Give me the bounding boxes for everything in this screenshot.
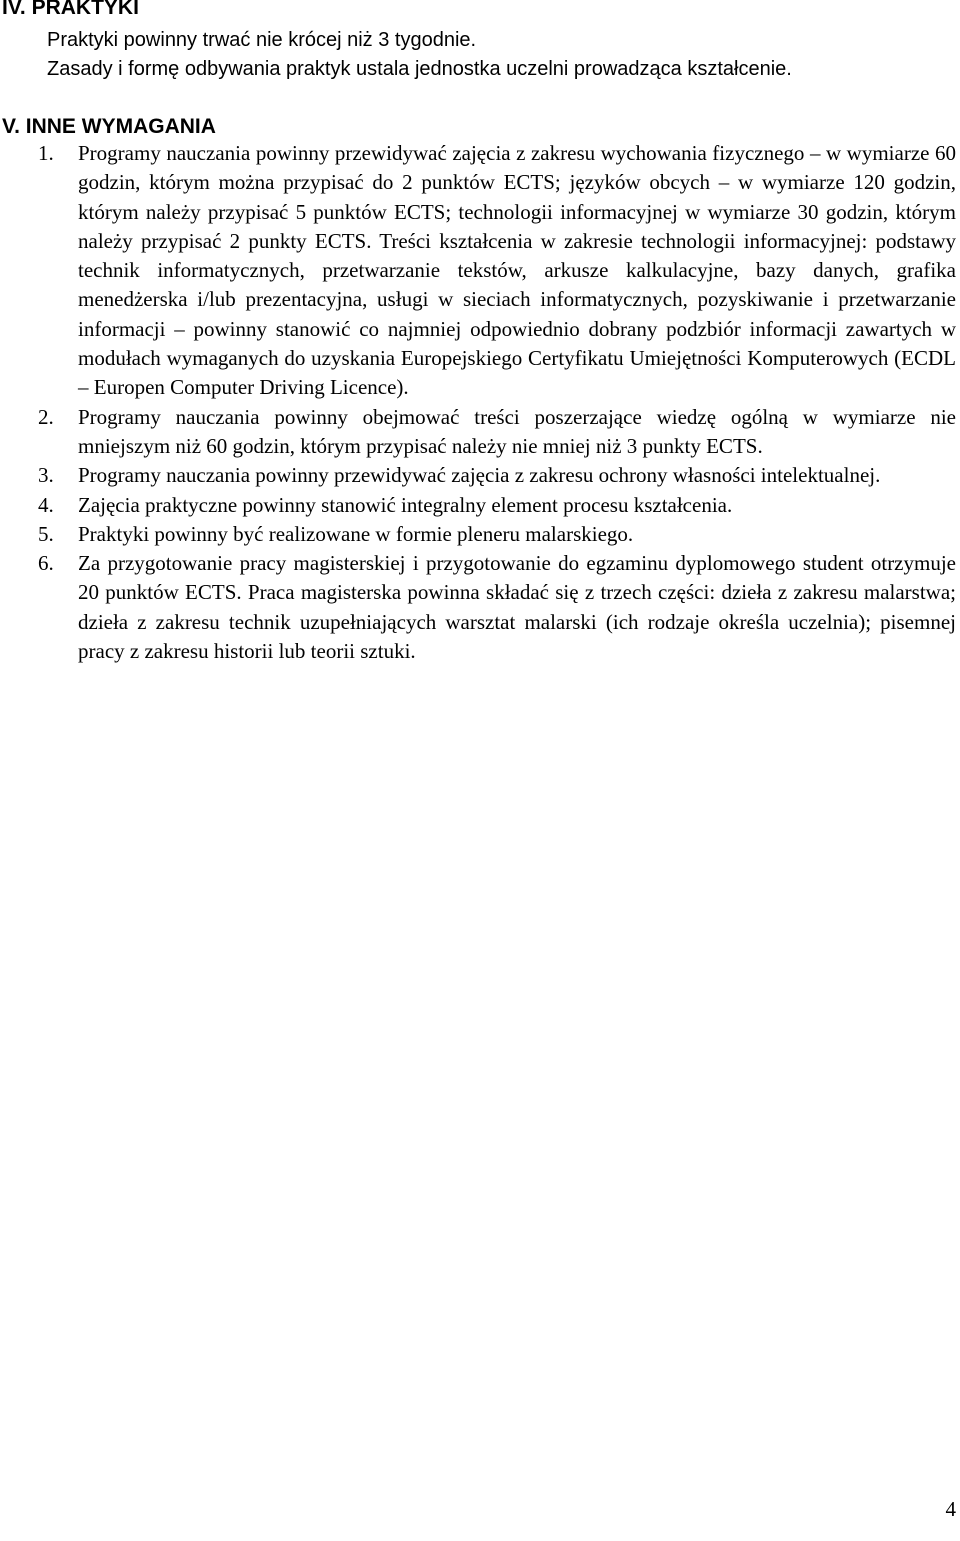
requirement-text: Programy nauczania powinny obejmować treści poszerzające wiedzę ogólną w wymiarze nie mniejszym niż 60 godzin, którym przypisać należy nie mniej niż 3 punkty ECTS. [78,404,956,458]
requirement-item-3 [0,461,960,490]
requirement-number: 3. [38,463,54,488]
requirement-number: 6. [38,551,54,576]
requirement-number: 5. [38,521,54,546]
requirement-item-2 [0,403,960,462]
praktyki-duration-text: Praktyki powinny trwać nie krócej niż 3 tygodnie. [47,29,477,51]
page-number: 4 [945,1497,956,1521]
requirement-item-5 [0,520,960,549]
requirement-text: Programy nauczania powinny przewidywać zajęcia z zakresu wychowania fizycznego – w wymiarze 60 godzin, którym można przypisać do 2 punktów ECTS; języków obcych – w wymiarze 120 godzin, którym należy przypisać 5 punktów ECTS; technologii informacyjnej w wymiarze 30 godzin, którym należy przypisać 2 punkty ECTS. Treści kształcenia w zakresie technologii informacyjnej: podstawy technik informatycznych, przetwarzanie tekstów, arkusze kalkulacyjne, bazy danych, grafika menedżerska i/lub prezentacyjna, usługi w sieciach informatycznych, pozyskiwanie i przetwarzanie informacji – powinny stanowić co najmniej odpowiednio dobrany podzbiór informacji zawartych w modułach wymaganych do uzyskania Europejskiego Certyfikatu Umiejętności Komputerowych (ECDL – Europen Computer Driving Licence). [78,141,956,400]
requirement-text: Zajęcia praktyczne powinny stanowić integralny element procesu kształcenia. [78,492,733,517]
praktyki-rules-text: Zasady i formę odbywania praktyk ustala jednostka uczelni prowadząca kształcenie. [47,58,792,80]
requirement-text: Za przygotowanie pracy magisterskiej i przygotowanie do egzaminu dyplomowego student otrzymuje 20 punktów ECTS. Praca magisterska powinna składać się z trzech części: dzieła z zakresu malarstwa; dzieła z zakresu technik uzupełniających warsztat malarski (ich rodzaje określa uczelnia); pisemnej pracy z zakresu historii lub teorii sztuki. [78,551,956,664]
requirement-item-1 [0,139,960,403]
requirement-number: 4. [38,492,54,517]
requirement-number: 1. [38,141,54,165]
requirement-item-4 [0,491,960,520]
requirement-text: Praktyki powinny być realizowane w formie pleneru malarskiego. [78,521,634,546]
requirements-list [0,139,960,666]
requirement-number: 2. [38,404,54,429]
section-heading-inne-wymagania: V. INNE WYMAGANIA [2,115,216,138]
requirement-item-6 [0,549,960,666]
requirement-text: Programy nauczania powinny przewidywać zajęcia z zakresu ochrony własności intelektualnej. [78,463,881,488]
section-heading-praktyki: IV. PRAKTYKI [2,0,139,19]
